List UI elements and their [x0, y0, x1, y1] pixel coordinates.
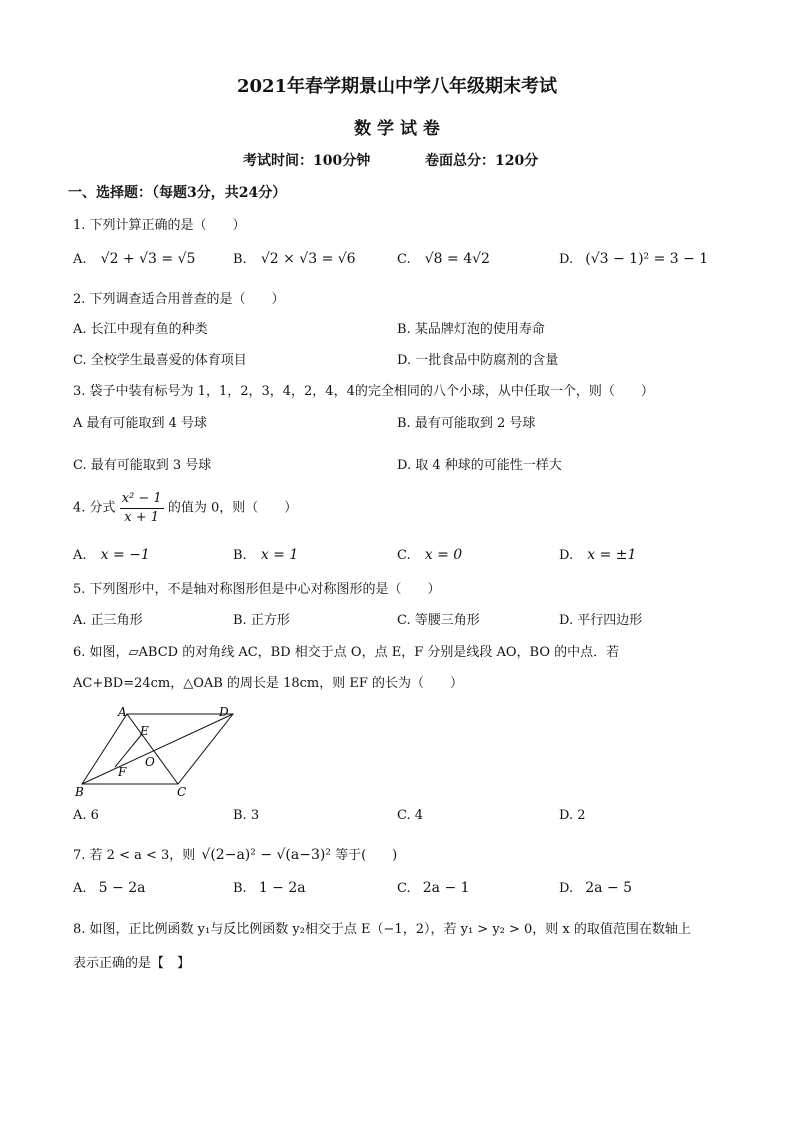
option-label: B. — [233, 548, 247, 563]
q3-option-b: B. 最有可能取到 2 号球 — [397, 416, 536, 431]
option-label: C. — [397, 252, 411, 267]
option-label: A. — [73, 881, 87, 896]
exam-title: 2021年春学期景山中学八年级期末考试 — [236, 76, 558, 97]
stem-suffix: 的值为 0，则（ ） — [167, 500, 298, 516]
q1-option-b — [233, 251, 356, 267]
option-math: x = ±1 — [587, 547, 637, 563]
q4-option-d — [559, 547, 636, 563]
option-math: 5 − 2a — [98, 880, 146, 896]
option-label: D. — [559, 252, 574, 267]
question-1-stem: 1. 下列计算正确的是（ ） — [73, 218, 246, 233]
q2-option-d: D. 一批食品中防腐剂的含量 — [397, 353, 559, 368]
q5-option-b: B. 正方形 — [233, 613, 290, 628]
q5-option-c: C. 等腰三角形 — [397, 613, 480, 628]
question-5-stem: 5. 下列图形中，不是轴对称图形但是中心对称图形的是（ ） — [73, 582, 441, 597]
q7-option-b — [233, 880, 306, 896]
label-f: F — [118, 765, 127, 779]
label-c: C — [177, 785, 187, 799]
q5-option-a: A. 正三角形 — [73, 613, 143, 628]
option-label: C. — [397, 548, 411, 563]
option-label: D. — [559, 881, 574, 896]
label-d: D — [219, 705, 229, 719]
option-math: √2 × √3 = √6 — [260, 251, 356, 267]
question-8-stem-line2: 表示正确的是【 】 — [73, 956, 191, 971]
parallelogram-figure — [70, 700, 240, 800]
question-6-stem-line1: 6. 如图，▱ABCD 的对角线 AC，BD 相交于点 O，点 E，F 分别是线段 AO，BO 的中点．若 — [73, 645, 620, 660]
option-math: 2a − 5 — [585, 880, 633, 896]
option-label: C. — [397, 881, 411, 896]
option-math: √8 = 4√2 — [424, 251, 490, 267]
q7-option-a — [73, 880, 145, 896]
option-math: 1 − 2a — [258, 880, 306, 896]
option-label: D. — [559, 548, 574, 563]
stem-prefix: 4. 分式 — [73, 500, 116, 516]
exam-total-score: 卷面总分：120分 — [425, 153, 539, 169]
label-o: O — [145, 755, 155, 769]
q6-option-c: C. 4 — [397, 808, 424, 823]
exam-time: 考试时间：100分钟 — [243, 153, 371, 169]
label-e: E — [140, 724, 149, 738]
q1-option-c — [397, 251, 490, 267]
option-label: B. — [233, 881, 247, 896]
question-4-stem — [73, 490, 297, 527]
q6-option-b: B. 3 — [233, 808, 260, 823]
q2-option-a: A. 长江中现有鱼的种类 — [73, 322, 208, 337]
label-a: A — [118, 705, 127, 719]
q2-option-c: C. 全校学生最喜爱的体育项目 — [73, 353, 247, 368]
radical-expression: √(2−a)² − √(a−3)² — [201, 847, 331, 863]
section-heading: 一、选择题：（每题3分，共24分） — [68, 185, 287, 201]
option-label: A. — [73, 548, 87, 563]
q1-option-d — [559, 251, 708, 267]
q7-option-d — [559, 880, 632, 896]
option-math: 2a − 1 — [422, 880, 470, 896]
q4-option-a — [73, 547, 150, 563]
q3-option-c: C. 最有可能取到 3 号球 — [73, 458, 212, 473]
q2-option-b: B. 某品牌灯泡的使用寿命 — [397, 322, 545, 337]
stem-prefix: 7. 若 2 < a < 3，则 — [73, 848, 196, 863]
option-math: (√3 − 1)² = 3 − 1 — [585, 251, 709, 267]
option-math: x = 0 — [424, 547, 463, 563]
exam-subtitle: 数 学 试 卷 — [354, 119, 440, 139]
q4-option-b — [233, 547, 298, 563]
fraction-numerator: x² − 1 — [120, 490, 164, 509]
q1-option-a — [73, 251, 195, 267]
fraction — [120, 490, 164, 527]
q4-option-c — [397, 547, 462, 563]
q3-option-d: D. 取 4 种球的可能性一样大 — [397, 458, 562, 473]
fraction-denominator: x + 1 — [124, 510, 160, 525]
option-label: B. — [233, 252, 247, 267]
option-math: x = 1 — [260, 547, 299, 563]
question-3-stem: 3. 袋子中装有标号为 1，1，2，3，4，2，4，4的完全相同的八个小球，从中任取一个，则（ ） — [73, 384, 654, 399]
option-label: A. — [73, 252, 87, 267]
q5-option-d: D. 平行四边形 — [559, 613, 643, 628]
q6-option-a: A. 6 — [73, 808, 99, 823]
q7-option-c — [397, 880, 470, 896]
q3-option-a: A 最有可能取到 4 号球 — [73, 416, 208, 431]
question-6-stem-line2: AC+BD=24cm，△OAB 的周长是 18cm，则 EF 的长为（ ） — [73, 676, 464, 691]
q6-option-d: D. 2 — [559, 808, 586, 823]
question-8-stem-line1: 8. 如图，正比例函数 y₁与反比例函数 y₂相交于点 E（−1，2），若 y₁ > y₂ > 0，则 x 的取值范围在数轴上 — [73, 922, 691, 937]
label-b: B — [75, 785, 84, 799]
option-math: x = −1 — [100, 547, 150, 563]
question-7-stem — [73, 844, 397, 863]
option-math: √2 + √3 = √5 — [100, 251, 196, 267]
question-2-stem: 2. 下列调查适合用普查的是（ ） — [73, 292, 285, 307]
stem-suffix: 等于( ) — [335, 848, 398, 863]
